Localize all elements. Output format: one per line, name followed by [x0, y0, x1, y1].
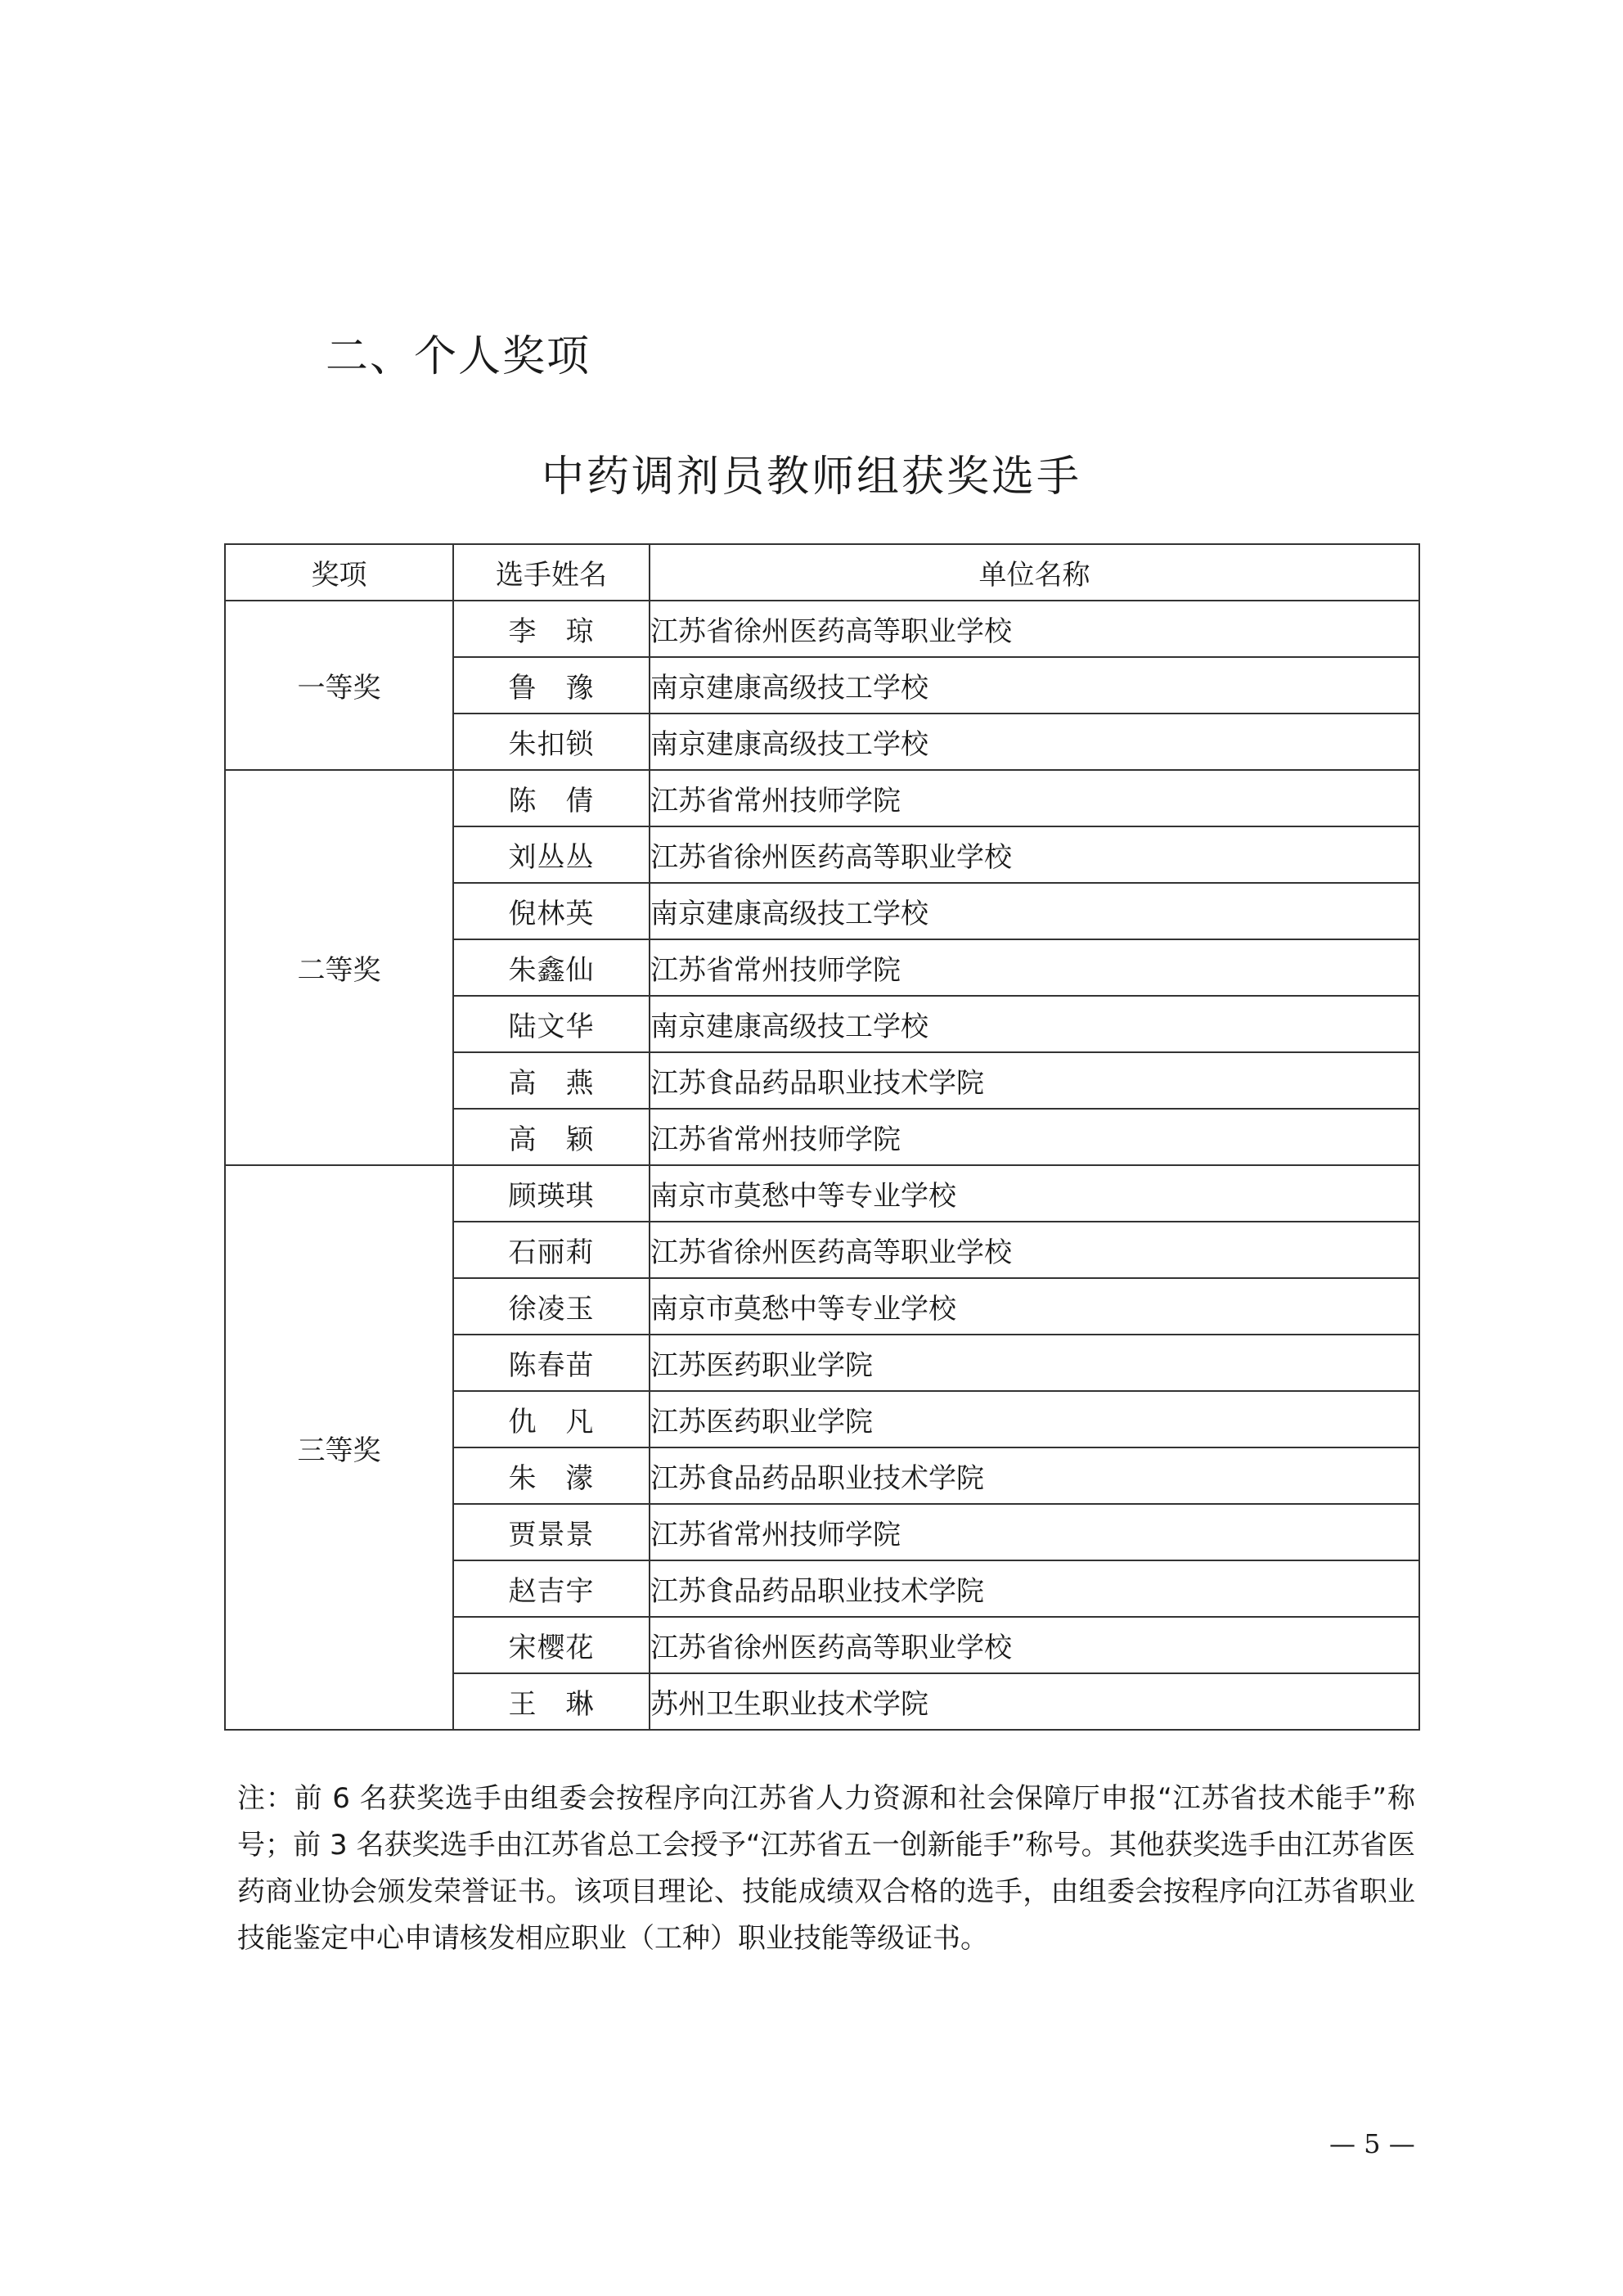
unit-name-cell: 苏州卫生职业技术学院: [650, 1673, 1419, 1730]
contestant-name-cell: 刘丛丛: [453, 826, 650, 883]
contestant-name-cell: 仇 凡: [453, 1391, 650, 1447]
table-row: [225, 770, 1419, 826]
unit-name-cell: 江苏医药职业学院: [650, 1391, 1419, 1447]
contestant-name-cell: 倪林英: [453, 883, 650, 939]
unit-name-cell: 江苏省常州技师学院: [650, 770, 1419, 826]
contestant-name-cell: 石丽莉: [453, 1222, 650, 1278]
unit-name-cell: 南京建康高级技工学校: [650, 996, 1419, 1052]
unit-name-cell: 江苏食品药品职业技术学院: [650, 1560, 1419, 1617]
contestant-name-cell: 贾景景: [453, 1504, 650, 1560]
table-row: [225, 1165, 1419, 1222]
award-level-cell: 二等奖: [225, 770, 453, 1165]
unit-name-cell: 江苏省徐州医药高等职业学校: [650, 601, 1419, 657]
unit-name-cell: 南京建康高级技工学校: [650, 714, 1419, 770]
contestant-name-cell: 鲁 豫: [453, 657, 650, 714]
contestant-name-cell: 朱扣锁: [453, 714, 650, 770]
contestant-name-cell: 朱鑫仙: [453, 939, 650, 996]
contestant-name-cell: 李 琼: [453, 601, 650, 657]
award-level-cell: 一等奖: [225, 601, 453, 770]
note-paragraph: 注：前 6 名获奖选手由组委会按程序向江苏省人力资源和社会保障厅申报“江苏省技术能手”称号；前 3 名获奖选手由江苏省总工会授予“江苏省五一创新能手”称号。其他获奖选手由江苏省医药商业协会颁发荣誉证书。该项目理论、技能成绩双合格的选手，由组委会按程序向江苏省职业技能鉴定中心申请核发相应职业（工种）职业技能等级证书。: [237, 1782, 1415, 1955]
unit-name-cell: 江苏医药职业学院: [650, 1335, 1419, 1391]
page-number: — 5 —: [1329, 2128, 1415, 2159]
unit-name-cell: 江苏食品药品职业技术学院: [650, 1447, 1419, 1504]
award-level-cell: 三等奖: [225, 1165, 453, 1730]
header-name: 选手姓名: [453, 544, 650, 601]
contestant-name-cell: 顾瑛琪: [453, 1165, 650, 1222]
contestant-name-cell: 高 颖: [453, 1109, 650, 1165]
unit-name-cell: 江苏省徐州医药高等职业学校: [650, 1617, 1419, 1673]
contestant-name-cell: 王 琳: [453, 1673, 650, 1730]
table-title: 中药调剂员教师组获奖选手: [541, 452, 1081, 502]
section-heading: 二、个人奖项: [326, 332, 591, 381]
contestant-name-cell: 高 燕: [453, 1052, 650, 1109]
unit-name-cell: 江苏省常州技师学院: [650, 1109, 1419, 1165]
unit-name-cell: 江苏省徐州医药高等职业学校: [650, 1222, 1419, 1278]
unit-name-cell: 江苏省常州技师学院: [650, 1504, 1419, 1560]
contestant-name-cell: 赵吉宇: [453, 1560, 650, 1617]
contestant-name-cell: 宋樱花: [453, 1617, 650, 1673]
contestant-name-cell: 陈春苗: [453, 1335, 650, 1391]
unit-name-cell: 南京建康高级技工学校: [650, 657, 1419, 714]
contestant-name-cell: 陈 倩: [453, 770, 650, 826]
unit-name-cell: 江苏省常州技师学院: [650, 939, 1419, 996]
contestant-name-cell: 陆文华: [453, 996, 650, 1052]
unit-name-cell: 江苏省徐州医药高等职业学校: [650, 826, 1419, 883]
table-body: [225, 601, 1419, 1730]
unit-name-cell: 江苏食品药品职业技术学院: [650, 1052, 1419, 1109]
header-award: 奖项: [225, 544, 453, 601]
contestant-name-cell: 徐凌玉: [453, 1278, 650, 1335]
table-row: [225, 601, 1419, 657]
unit-name-cell: 南京市莫愁中等专业学校: [650, 1278, 1419, 1335]
header-unit: 单位名称: [650, 544, 1419, 601]
unit-name-cell: 南京市莫愁中等专业学校: [650, 1165, 1419, 1222]
contestant-name-cell: 朱 濛: [453, 1447, 650, 1504]
table-header-row: [225, 544, 1419, 601]
awards-table: [224, 543, 1420, 1731]
unit-name-cell: 南京建康高级技工学校: [650, 883, 1419, 939]
